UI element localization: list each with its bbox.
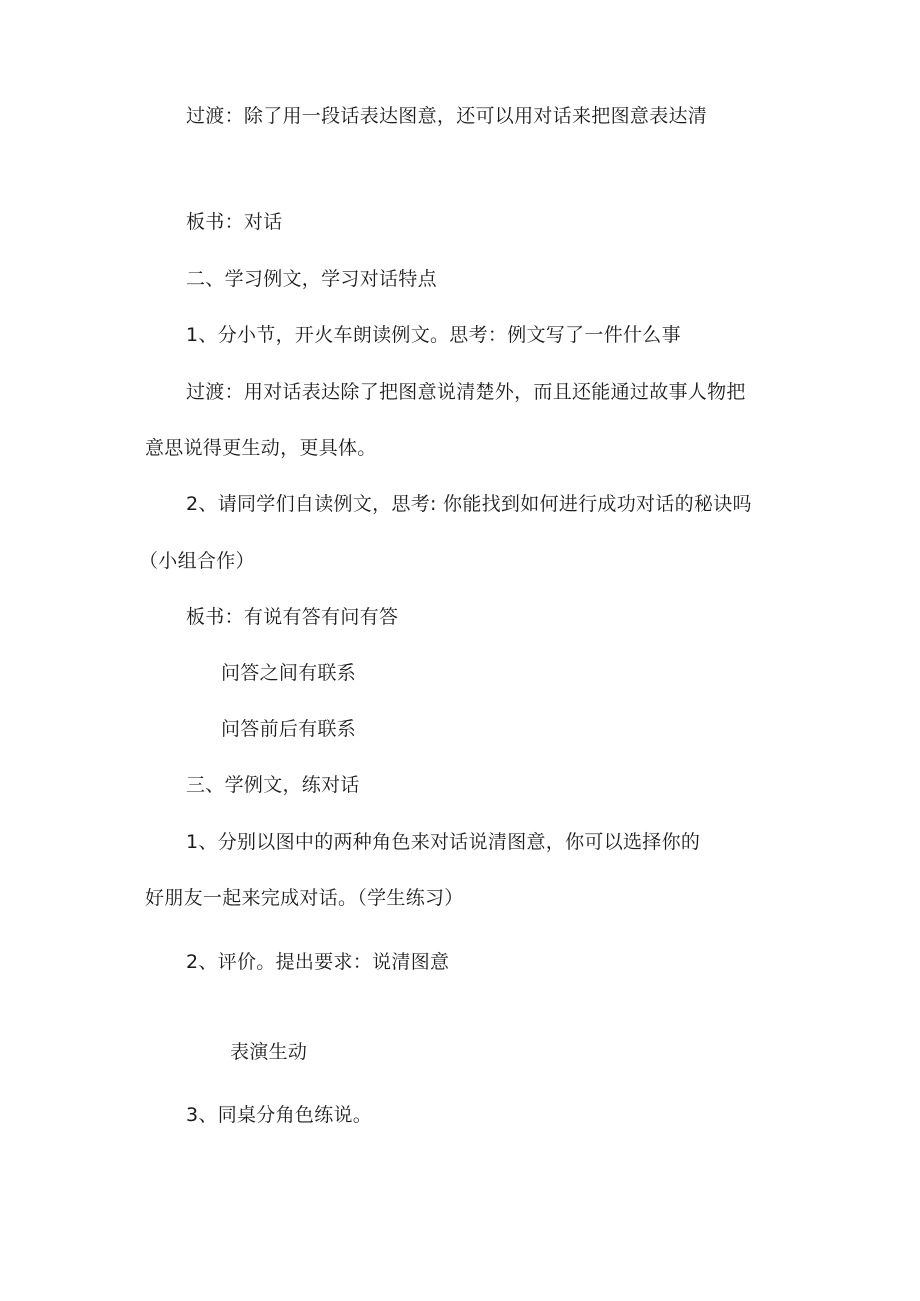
- section-heading-2: 二、学习例文，学习对话特点: [186, 268, 437, 290]
- board-note-link-2: 问答前后有联系: [221, 718, 357, 740]
- practice-step-1: 1、分别以图中的两种角色来对话说清图意，你可以选择你的: [186, 831, 701, 853]
- practice-step-3: 3、同桌分角色练说。: [186, 1104, 373, 1126]
- group-work-note: （小组合作）: [139, 550, 255, 572]
- transition-line-2-continued: 意思说得更生动，更具体。: [145, 437, 377, 459]
- practice-step-2: 2、评价。提出要求：说清图意: [186, 951, 450, 973]
- section-heading-3: 三、学例文，练对话: [186, 774, 360, 796]
- practice-step-2-requirement: 表演生动: [230, 1041, 308, 1063]
- practice-step-1-continued: 好朋友一起来完成对话。（学生练习）: [145, 887, 464, 909]
- transition-line-2: 过渡：用对话表达除了把图意说清楚外，而且还能通过故事人物把: [186, 381, 746, 403]
- step-2-self-reading: 2、请同学们自读例文，思考: 你能找到如何进行成功对话的秘诀吗: [186, 493, 752, 515]
- board-note-link-1: 问答之间有联系: [221, 662, 357, 684]
- transition-line-1: 过渡：除了用一段话表达图意，还可以用对话来把图意表达清: [186, 105, 708, 127]
- board-note-dialogue: 板书：对话: [186, 211, 283, 233]
- board-note-answers: 板书：有说有答有问有答: [186, 606, 399, 628]
- step-1-reading: 1、分小节，开火车朗读例文。思考：例文写了一件什么事: [186, 324, 681, 346]
